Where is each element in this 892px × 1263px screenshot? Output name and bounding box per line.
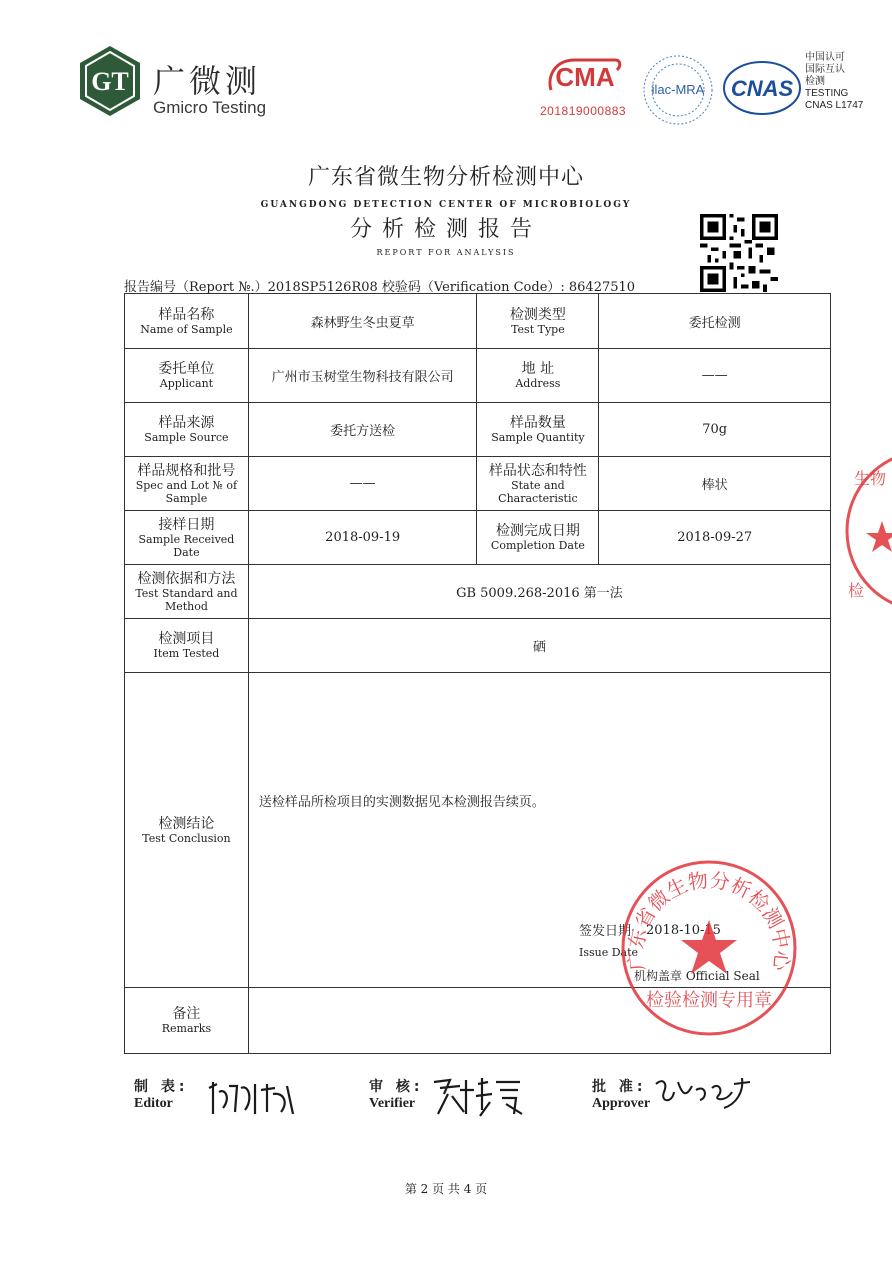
applicant-value: 广州市玉树堂生物科技有限公司 [248, 349, 477, 403]
verifier-signature-icon [430, 1074, 530, 1120]
applicant-label: 委托单位 Applicant [125, 349, 249, 403]
sample-quantity-value: 70g [599, 403, 831, 457]
table-row [125, 619, 831, 673]
cnas-accreditation-text: 中国认可 国际互认 检测 TESTING CNAS L1747 [805, 52, 864, 111]
perforation-seal-stamp-icon [842, 446, 892, 616]
svg-text:ilac-MRA: ilac-MRA [651, 82, 705, 97]
table-row [125, 294, 831, 349]
remarks-label: 备注 Remarks [125, 988, 249, 1054]
sample-name-label: 样品名称 Name of Sample [125, 294, 249, 349]
state-label: 样品状态和特性 State and Characteristic [477, 457, 599, 511]
report-number-line: 报告编号（Report №.）2018SP5126R08 校验码（Verification Code）: 86427510 [124, 280, 636, 295]
spec-lot-label: 样品规格和批号 Spec and Lot № of Sample [125, 457, 249, 511]
sample-quantity-label: 样品数量 Sample Quantity [477, 403, 599, 457]
spec-lot-value: —— [248, 457, 477, 511]
qr-code-icon [700, 214, 778, 292]
sample-source-label: 样品来源 Sample Source [125, 403, 249, 457]
svg-text:生物: 生物 [854, 469, 887, 488]
center-title-cn: 广东省微生物分析检测中心 [307, 165, 584, 190]
item-tested-label: 检测项目 Item Tested [125, 619, 249, 673]
official-seal-stamp-icon [619, 858, 799, 1038]
conclusion-value: 送检样品所检项目的实测数据见本检测报告续页。 [248, 673, 830, 988]
svg-text:检验检测专用章: 检验检测专用章 [646, 990, 772, 1011]
page-number: 第 2 页 共 4 页 [404, 1182, 488, 1196]
sample-source-value: 委托方送检 [248, 403, 477, 457]
gmicro-logo-icon [78, 44, 142, 118]
received-date-label: 接样日期 Sample Received Date [125, 511, 249, 565]
state-value: 棒状 [599, 457, 831, 511]
conclusion-label: 检测结论 Test Conclusion [125, 673, 249, 988]
received-date-value: 2018-09-19 [248, 511, 477, 565]
cma-number: 201819000883 [540, 104, 627, 118]
svg-text:CNAS: CNAS [730, 76, 794, 101]
table-row [125, 511, 831, 565]
test-standard-label: 检测依据和方法 Test Standard and Method [125, 565, 249, 619]
test-type-label: 检测类型 Test Type [477, 294, 599, 349]
approver-signature-icon [652, 1074, 756, 1114]
test-type-value: 委托检测 [599, 294, 831, 349]
approver-label-cn: 批 准: [592, 1079, 647, 1095]
svg-text:GT: GT [91, 67, 129, 96]
completion-date-value: 2018-09-27 [599, 511, 831, 565]
brand-name-en: Gmicro Testing [153, 98, 267, 117]
svg-text:CMA: CMA [555, 62, 615, 92]
approver-label-en: Approver [592, 1096, 651, 1111]
table-row [125, 349, 831, 403]
editor-signature-icon [205, 1078, 297, 1118]
report-title-en: REPORT FOR ANALYSIS [376, 248, 516, 257]
cma-mark-icon [545, 56, 623, 94]
test-standard-value: GB 5009.268-2016 第一法 [248, 565, 830, 619]
issue-date-label-en: Issue Date [579, 946, 639, 959]
address-label: 地 址 Address [477, 349, 599, 403]
verifier-block [369, 1076, 423, 1112]
approver-block [592, 1076, 650, 1112]
report-title-cn: 分析检测报告 [349, 217, 542, 242]
ilac-mra-icon [638, 50, 718, 130]
sample-name-value: 森林野生冬虫夏草 [248, 294, 477, 349]
svg-text:检: 检 [848, 581, 865, 600]
editor-label-en: Editor [134, 1096, 173, 1111]
verifier-label-cn: 审 核: [369, 1079, 424, 1095]
official-seal-label: 机构盖章 Official Seal [634, 969, 760, 983]
table-row [125, 403, 831, 457]
editor-block [134, 1076, 188, 1112]
center-title-en: GUANGDONG DETECTION CENTER OF MICROBIOLOGY [260, 200, 632, 210]
issue-date-label: 签发日期 [579, 924, 632, 939]
editor-label-cn: 制 表: [134, 1079, 189, 1095]
cnas-mark-icon [722, 58, 802, 118]
address-value: —— [599, 349, 831, 403]
completion-date-label: 检测完成日期 Completion Date [477, 511, 599, 565]
svg-text:广东省微生物分析检测中心: 广东省微生物分析检测中心 [623, 867, 795, 972]
verifier-label-en: Verifier [369, 1096, 416, 1111]
item-tested-value: 硒 [248, 619, 830, 673]
issue-date-value: 2018-10-15 [646, 923, 721, 938]
table-row [125, 457, 831, 511]
brand-name-cn: 广微测 [153, 62, 262, 100]
table-row [125, 565, 831, 619]
